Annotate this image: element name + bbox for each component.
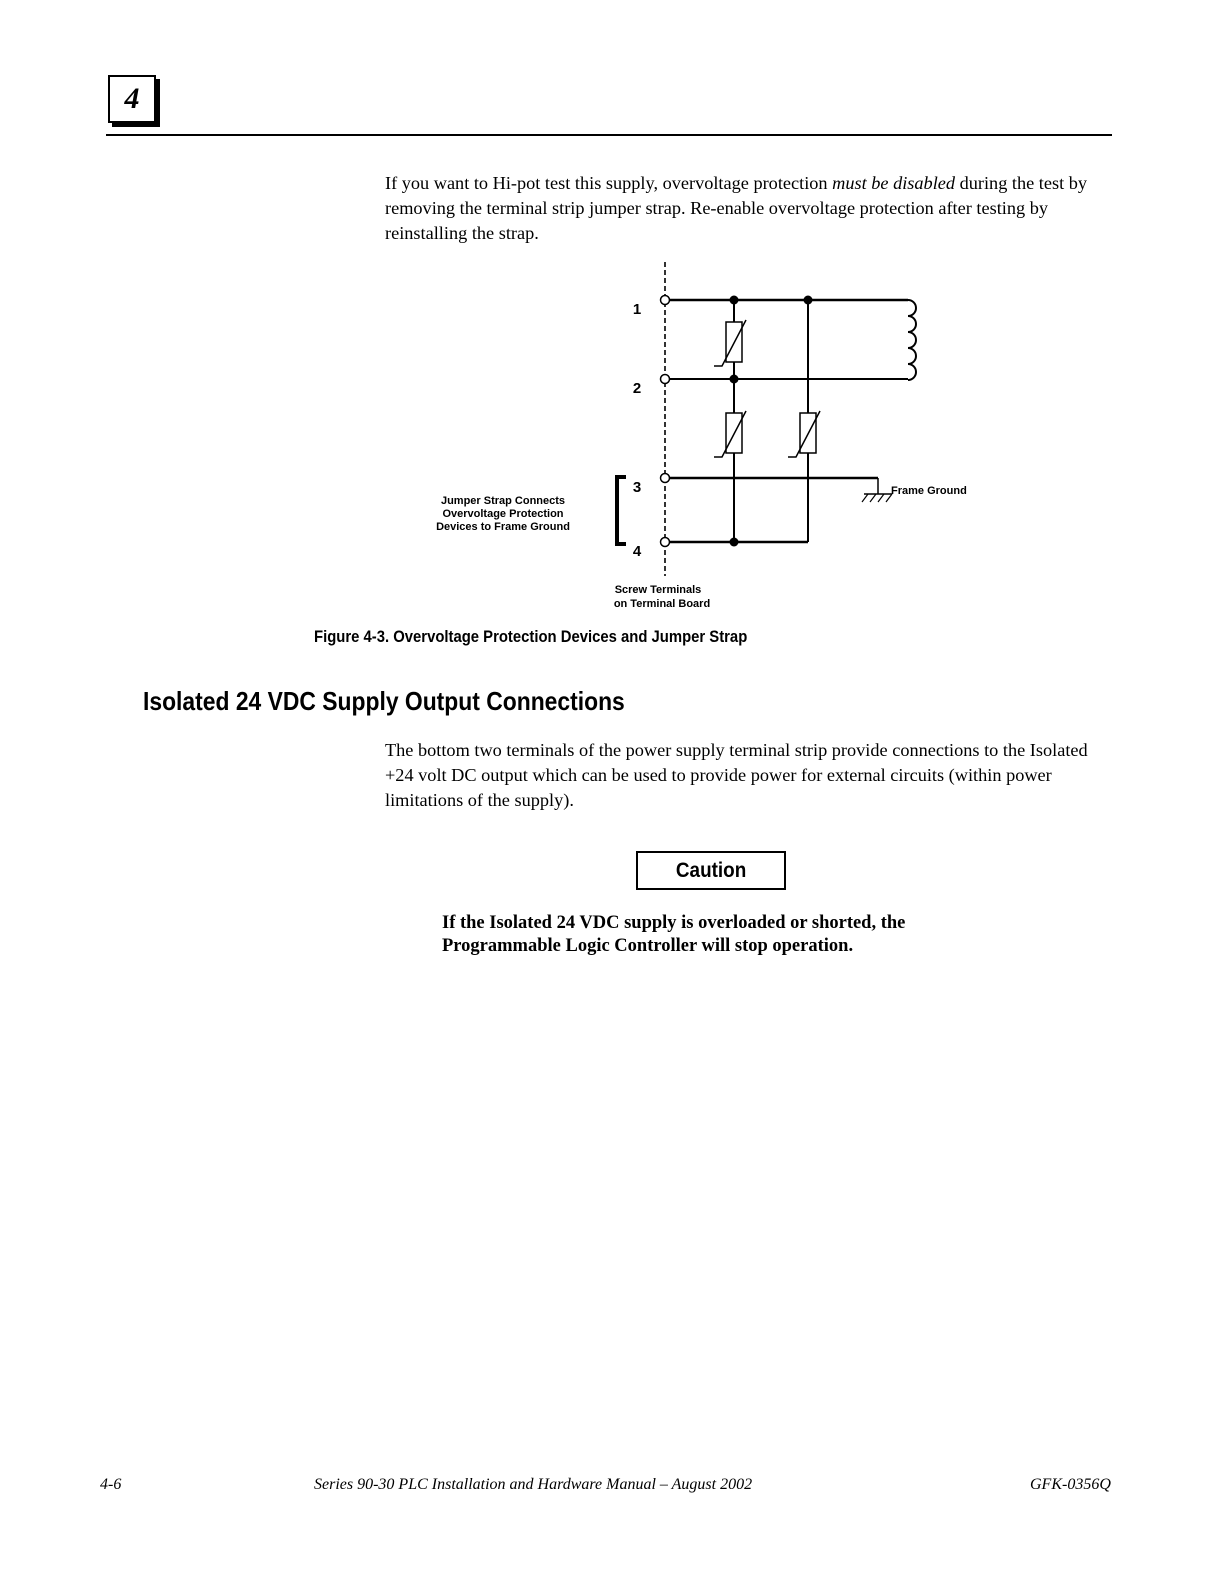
jumper-label-line-1: Jumper Strap Connects <box>440 495 566 507</box>
intro-emphasis: must be disabled <box>832 173 956 193</box>
intro-text-before: If you want to Hi-pot test this supply, overvoltage protection <box>385 173 833 193</box>
figure-caption: Figure 4-3. Overvoltage Protection Devices and Jumper Strap <box>314 628 748 646</box>
frame-ground-symbol <box>862 478 892 502</box>
terminal-2-screw <box>661 375 670 384</box>
jumper-label-line-3: Devices to Frame Ground <box>436 521 570 533</box>
caution-box <box>636 851 786 890</box>
footer-manual-title: Series 90-30 PLC Installation and Hardware Manual – August 2002 <box>314 1476 753 1493</box>
terminal-1-label: 1 <box>632 301 642 318</box>
jumper-label-line-2: Overvoltage Protection <box>442 508 564 520</box>
junction-dot <box>804 296 813 305</box>
terminal-4-screw <box>661 538 670 547</box>
screw-terminals-label-line-2: on Terminal Board <box>613 598 711 610</box>
screw-terminals-label-line-1: Screw Terminals <box>614 584 702 596</box>
frame-ground-label: Frame Ground <box>891 485 967 497</box>
terminal-1-screw <box>661 296 670 305</box>
chapter-number: 4 <box>124 82 140 115</box>
footer-doc-code: GFK-0356Q <box>1030 1476 1111 1493</box>
section-heading: Isolated 24 VDC Supply Output Connections <box>143 686 625 716</box>
terminal-3-screw <box>661 474 670 483</box>
jumper-strap-bracket <box>617 477 626 544</box>
terminal-2-label: 2 <box>632 380 642 397</box>
intro-paragraph <box>385 171 1105 246</box>
coil <box>908 300 916 380</box>
overvoltage-figure <box>420 258 1000 620</box>
varistor-middle <box>714 411 746 457</box>
junction-dot <box>730 296 739 305</box>
junction-dot <box>730 375 739 384</box>
terminal-3-label: 3 <box>632 479 642 496</box>
header-rule <box>106 134 1112 136</box>
circuit-diagram <box>420 258 1000 620</box>
footer-page-number: 4-6 <box>100 1476 122 1493</box>
intro-text-after: during the test by removing the terminal strip jumper strap. Re-enable overvoltage protection after testing by reinstalling the strap. <box>385 173 1088 243</box>
varistor-top <box>714 320 746 366</box>
varistor-right <box>788 411 820 457</box>
chapter-number-box <box>108 75 156 123</box>
caution-label: Caution <box>675 858 747 882</box>
section-body: The bottom two terminals of the power supply terminal strip provide connections to the Isolated +24 volt DC output which can be used to provide power for external circuits (within power limitations of the supply). <box>385 740 1088 810</box>
caution-text: If the Isolated 24 VDC supply is overloaded or shorted, the Programmable Logic Controller will stop operation. <box>442 913 906 956</box>
terminal-4-label: 4 <box>632 543 642 560</box>
junction-dot <box>730 538 739 547</box>
